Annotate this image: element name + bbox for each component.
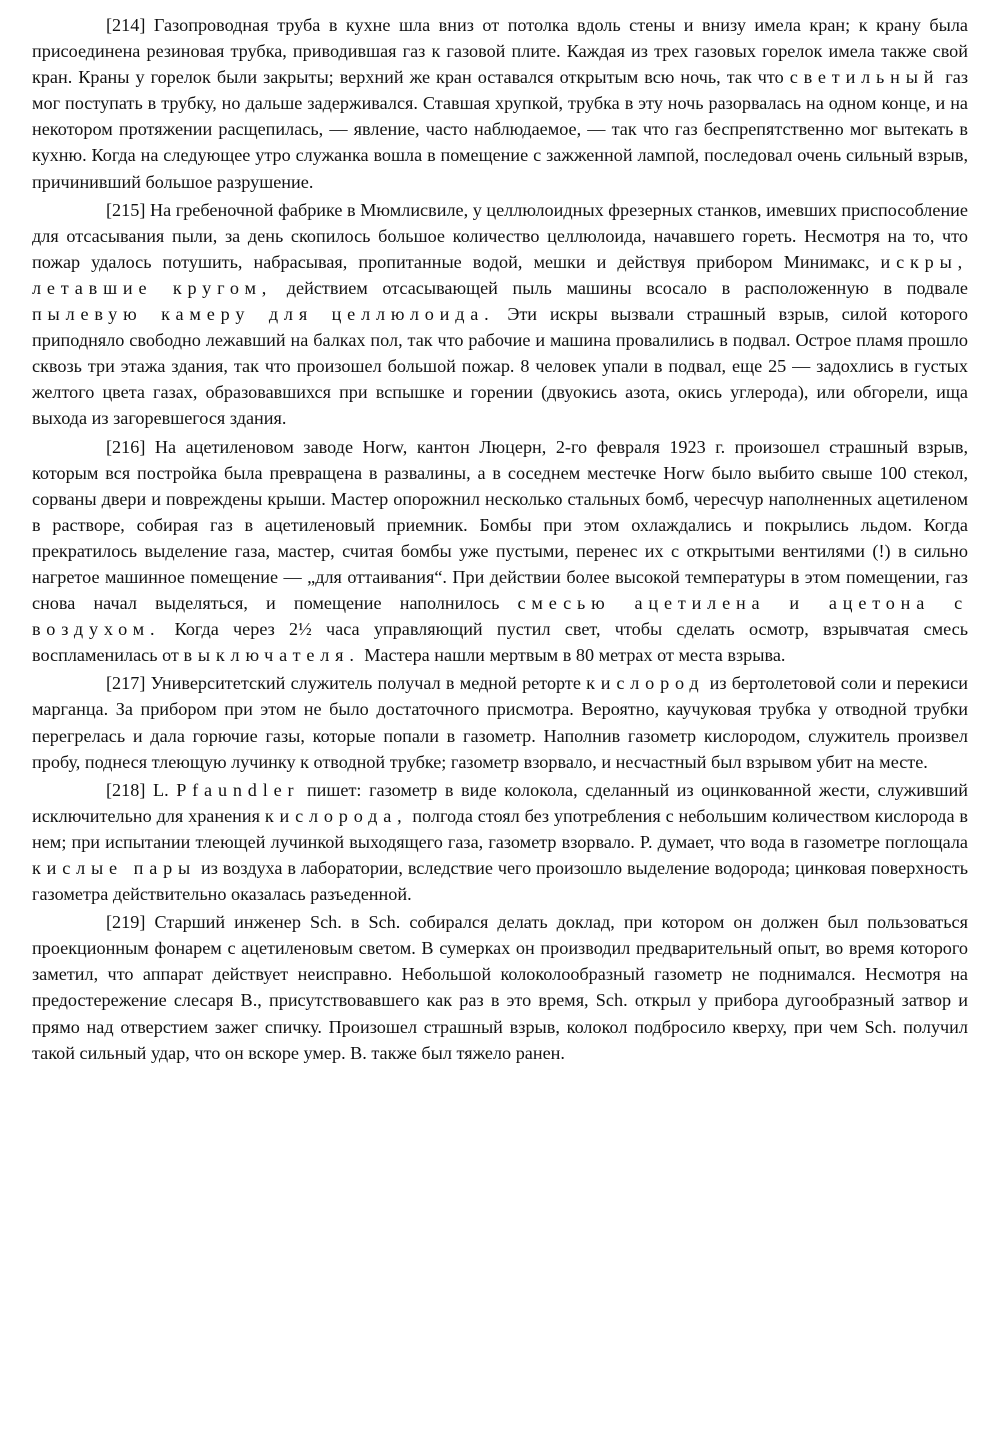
document-page — [32, 12, 968, 1442]
paragraph-number: [219] — [106, 912, 146, 933]
text-segment: Мастера нашли мертвым в 80 метрах от места взрыва. — [359, 645, 786, 666]
text-segment: Эти искры вызвали страшный взрыв, силой которого приподняло свободно лежавший на балках пол, так что рабочие и машина провалились в подвал. Острое пламя прошло сквозь три этажа здания, так что произошел большой пожар. 8 человек упали в подвал, еще 25 — задохлись в густых желтого цвета газах, образовавшихся при вспышке и горении (двуокись азота, окись углерода), или обгорели, ища выхода из загоревшегося здания. — [32, 304, 968, 429]
text-segment: На ацетиленовом заводе Horw, кантон Люцерн, 2-го февраля 1923 г. произошел страшный взрыв, которым вся постройка была превращена в развалины, а в соседнем местечке Horw было выбито свыше 100 стекол, сорваны двери и повреждены крыши. Мастер опорожнил несколько стальных бомб, чересчур наполненных ацетиленом в растворе, собирая газ в ацетиленовый приемник. Бомбы при этом охлаждались и покрылись льдом. Когда прекратилось выделение газа, мастер, считая бомбы уже пустыми, перенес их с открытыми вентилями (!) в сильно нагретое машинное помещение — „для оттаивания“. При действии более высокой температуры в этом помещении, газ снова начал выделяться, и помещение наполнилось — [32, 436, 968, 614]
paragraph-number: [216] — [106, 436, 146, 457]
spaced-emphasis: смесью ацетилена и ацетона с воздухом. — [32, 593, 968, 640]
text-segment: газ мог поступать в трубку, но дальше задерживался. Ставшая хрупкой, трубка в эту ночь разорвалась на одном конце, и на некотором протяжении расщепилась, — явление, часто наблюдаемое, — так что газ беспрепятственно мог вытекать в кухню. Когда на следующее утро служанка вошла в помещение с зажженной лампой, последовал очень сильный взрыв, причинивший большое разрушение. — [32, 67, 969, 192]
text-segment: действием отсасывающей пыль машины всосало в расположенную в подвале — [272, 277, 968, 298]
paragraph-215 — [32, 197, 968, 432]
paragraph-number: [214] — [106, 15, 146, 35]
spaced-emphasis: искры, летавшие кругом, — [32, 251, 968, 298]
paragraph-216 — [32, 434, 968, 669]
paragraph-219 — [32, 909, 968, 1066]
paragraph-number: [218] — [106, 779, 146, 800]
spaced-emphasis: выключателя. — [183, 645, 360, 666]
text-segment: полгода стоял без употребления с небольшим количеством кислорода в нем; при испытании тлеющей лучинкой выходящего газа, газометр взорвало. P. думает, что вода в газометре поглощала — [32, 805, 968, 852]
text-segment: L. — [145, 779, 177, 800]
spaced-emphasis: кислые пары — [32, 858, 197, 878]
spaced-emphasis: светильный — [789, 67, 940, 88]
text-segment: из бертолетовой соли и перекиси марганца. За прибором при этом не было достаточного присмотра. Вероятно, каучуковая трубка у отводной трубки перегрелась и дала горючие газы, которые попали в газометр. Наполнив газометр кислородом, служитель произвел пробу, поднеся тлеющую лучинку к отводной трубке; газометр взорвало, и несчастный был взрывом убит на месте. — [32, 673, 968, 772]
spaced-emphasis: Pfaundler — [176, 779, 300, 800]
text-segment: На гребеночной фабрике в Мюмлисвиле, у целлюлоидных фрезерных станков, имевших приспособление для отсасывания пыли, за день скопилось большое количество целлюлоида, начавшего гореть. Несмотря на то, что пожар удалось потушить, набрасывая, пропитанные водой, мешки и действуя прибором Минимакс, — [32, 199, 968, 272]
paragraph-number: [215] — [106, 199, 146, 220]
spaced-emphasis: пылевую камеру для целлюлоида. — [32, 304, 495, 325]
spaced-emphasis: кислорода, — [264, 805, 408, 826]
paragraph-214 — [32, 12, 968, 195]
text-segment: Газопроводная труба в кухне шла вниз от потолка вдоль стены и внизу имела кран; к крану была присоединена резиновая трубка, приводившая газ к газовой плите. Каждая из трех газовых горелок имела также свой кран. Краны у горелок были закрыты; верхний же кран оставался открытым всю ночь, так что — [32, 15, 968, 88]
text-segment: пишет: газометр в виде колокола, сделанный из оцинкованной жести, служивший исключительно для хранения — [32, 779, 968, 826]
text-segment: Старший инженер Sch. в Sch. собирался делать доклад, при котором он должен был пользоваться проекционным фонарем с ацетиленовым светом. В сумерках он производил предварительный опыт, во время которого заметил, что аппарат действует неисправно. Небольшой колоколообразный газометр не поднимался. Несмотря на предостережение слесаря B., присутствовавшего как раз в это время, Sch. открыл у прибора дугообразный затвор и прямо над отверстием зажег спичку. Произошел страшный взрыв, колокол подбросило кверху, при чем Sch. получил такой сильный удар, что он вскоре умер. B. также был тяжело ранен. — [32, 912, 968, 1063]
paragraph-218 — [32, 777, 968, 907]
paragraph-217 — [32, 670, 968, 774]
paragraph-number: [217] — [106, 673, 146, 694]
spaced-emphasis: кислород — [586, 673, 705, 694]
text-segment: Когда через 2½ часа управляющий пустил свет, чтобы сделать осмотр, взрывчатая смесь воспламенилась от — [32, 619, 968, 666]
text-segment: из воздуха в лаборатории, вследствие чего произошло выделение водорода; цинковая поверхность газометра действительно оказалась разъеденной. — [32, 858, 968, 905]
text-segment: Университетский служитель получал в медной реторте — [145, 673, 587, 694]
